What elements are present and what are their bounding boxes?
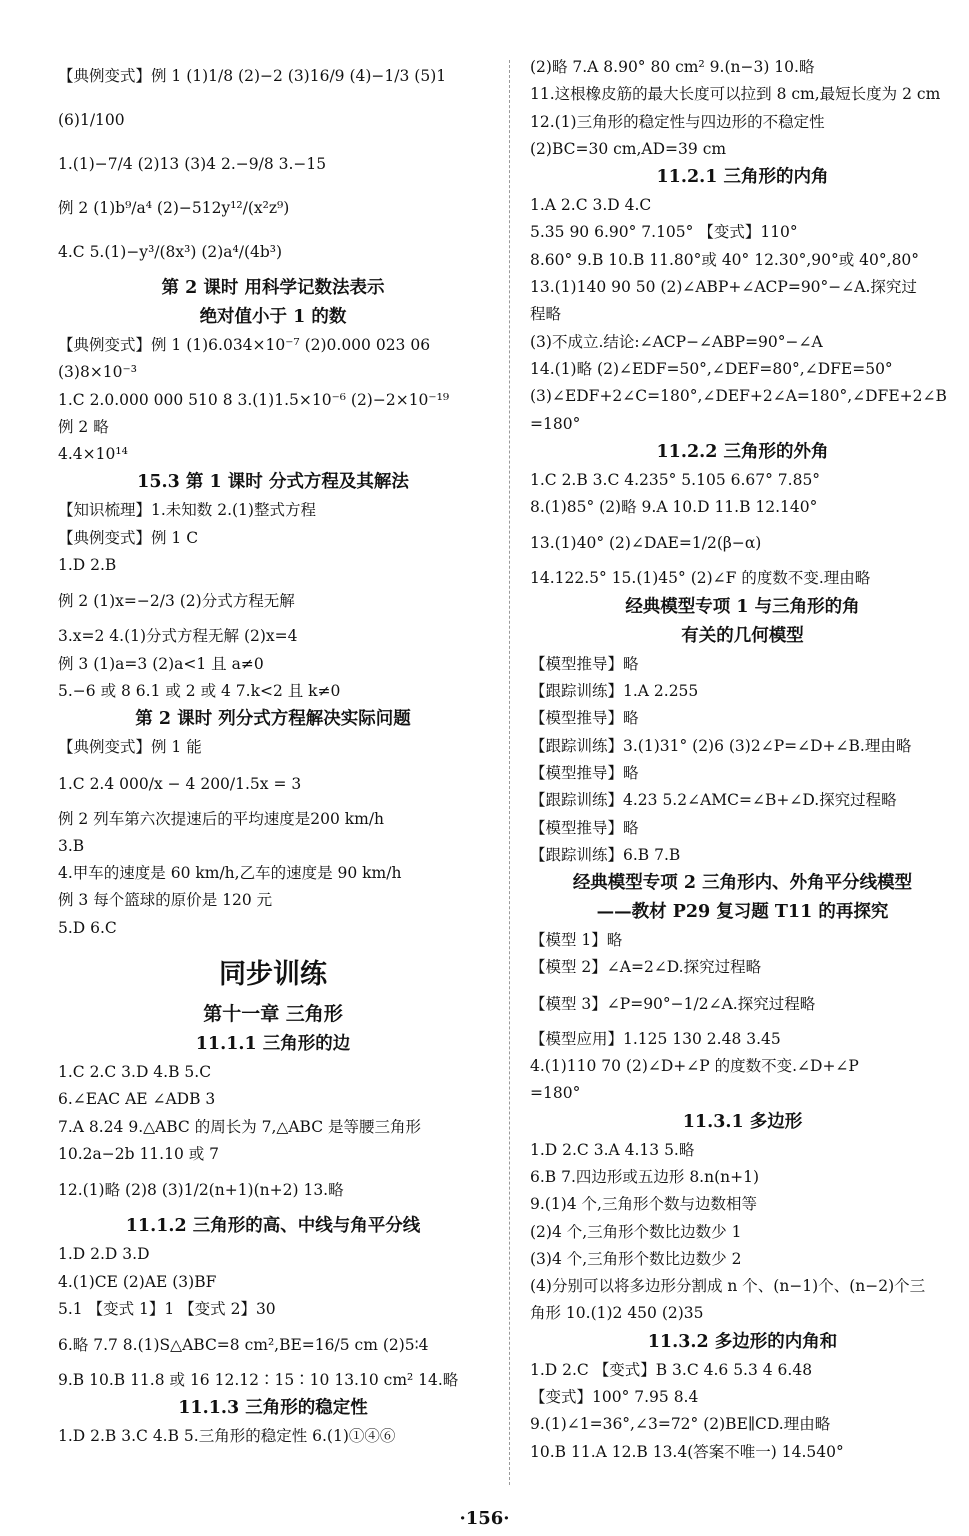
answer-line: 【跟踪训练】3.(1)31° (2)6 (3)2∠P=∠D+∠B.理由略 (530, 736, 912, 755)
answer-line: 1.C 2.4 000/x − 4 200/1.5x = 3 (58, 774, 302, 793)
answer-line: (3)4 个,三角形个数比边数少 2 (530, 1249, 742, 1268)
answer-line: 4.C 5.(1)−y³/(8x³) (2)a⁴/(4b³) (58, 243, 283, 261)
answer-line: 5.1 【变式 1】1 【变式 2】30 (58, 1299, 276, 1318)
answer-line: 14.(1)略 (2)∠EDF=50°,∠DEF=80°,∠DFE=50° (530, 359, 893, 378)
answer-line: 【模型 3】∠P=90°−1/2∠A.探究过程略 (530, 994, 816, 1013)
page-number: ·156· (459, 1508, 510, 1529)
answer-line: (2)BC=30 cm,AD=39 cm (530, 139, 727, 158)
answer-line: (6)1/100 (58, 111, 125, 129)
answer-line: 13.(1)40° (2)∠DAE=1/2(β−α) (530, 534, 762, 553)
answer-line: 5.D 6.C (58, 918, 117, 937)
answer-line: 【模型推导】略 (530, 763, 639, 782)
section-heading: 经典模型专项 2 三角形内、外角平分线模型 (572, 873, 913, 894)
section-heading: 第 2 课时 列分式方程解决实际问题 (135, 709, 411, 730)
answer-line: 【典例变式】例 1 能 (58, 738, 202, 757)
column-divider (509, 60, 510, 1485)
answer-line: 14.122.5° 15.(1)45° (2)∠F 的度数不变.理由略 (530, 569, 871, 588)
section-heading: 第 2 课时 用科学记数法表示 (161, 278, 385, 298)
left-column (58, 54, 488, 1451)
answer-line: 例 2 略 (58, 417, 109, 436)
answer-line: 程略 (530, 305, 562, 324)
section-heading: 绝对值小于 1 的数 (199, 307, 347, 327)
answer-line: 10.B 11.A 12.B 13.4(答案不唯一) 14.540° (530, 1442, 844, 1461)
answer-block (530, 927, 955, 1107)
section-heading: 15.3 第 1 课时 分式方程及其解法 (137, 472, 409, 493)
answer-line: 7.A 8.24 9.△ABC 的周长为 7,△ABC 是等腰三角形 (58, 1117, 422, 1136)
answer-line: 1.D 2.C 【变式】B 3.C 4.6 5.3 4 6.48 (530, 1360, 813, 1379)
answer-line: 【典例变式】例 1 (1)1/8 (2)−2 (3)16/9 (4)−1/3 (5)1 (58, 67, 447, 85)
answer-block (58, 54, 488, 274)
right-column (530, 54, 955, 1466)
answer-line: 6.B 7.四边形或五边形 8.n(n+1) (530, 1167, 760, 1186)
section-heading: 11.1.1 三角形的边 (195, 1034, 351, 1055)
answer-block (58, 1059, 488, 1212)
answer-line: 【模型推导】略 (530, 654, 639, 673)
answer-block (530, 651, 955, 869)
section-heading: 11.3.2 多边形的内角和 (647, 1331, 838, 1352)
answer-line: =180° (530, 414, 581, 433)
answer-line: 【模型应用】1.125 130 2.48 3.45 (530, 1029, 781, 1048)
section-heading: 经典模型专项 1 与三角形的角 (625, 596, 860, 617)
answer-block (530, 54, 955, 163)
answer-line: 【变式】100° 7.95 8.4 (530, 1387, 699, 1406)
answer-line: 角形 10.(1)2 450 (2)35 (530, 1304, 704, 1323)
answer-line: 12.(1)三角形的稳定性与四边形的不稳定性 (530, 112, 825, 131)
answer-block (530, 192, 955, 438)
answer-line: 13.(1)140 90 50 (2)∠ABP+∠ACP=90°−∠A.探究过 (530, 278, 917, 297)
answer-line: 【知识梳理】1.未知数 2.(1)整式方程 (58, 501, 316, 520)
answer-line: 5.−6 或 8 6.1 或 2 或 4 7.k<2 且 k≠0 (58, 681, 341, 700)
answer-line: 【模型 2】∠A=2∠D.探究过程略 (530, 958, 762, 977)
answer-line: 【跟踪训练】6.B 7.B (530, 845, 681, 864)
part-title: 同步训练 (219, 959, 327, 991)
answer-line: 9.(1)∠1=36°,∠3=72° (2)BE∥CD.理由略 (530, 1415, 831, 1434)
section-heading: 11.1.3 三角形的稳定性 (178, 1398, 368, 1419)
answer-line: (4)分别可以将多边形分割成 n 个、(n−1)个、(n−2)个三 (530, 1277, 926, 1296)
answer-line: 4.4×10¹⁴ (58, 445, 128, 464)
answer-block (530, 1357, 955, 1466)
answer-line: 1.C 2.B 3.C 4.235° 5.105 6.67° 7.85° (530, 470, 821, 489)
answer-line: 1.D 2.D 3.D (58, 1245, 150, 1264)
answer-line: 【模型 1】略 (530, 931, 623, 950)
section-subheading: ——教材 P29 复习题 T11 的再探究 (596, 902, 889, 923)
answer-line: 3.x=2 4.(1)分式方程无解 (2)x=4 (58, 627, 298, 646)
answer-line: 例 3 (1)a=3 (2)a<1 且 a≠0 (58, 654, 264, 673)
answer-line: 1.D 2.B 3.C 4.B 5.三角形的稳定性 6.(1)①④⑥ (58, 1427, 396, 1446)
answer-line: 8.60° 9.B 10.B 11.80°或 40° 12.30°,90°或 40°,80° (530, 250, 920, 269)
answer-line: 4.甲车的速度是 60 km/h,乙车的速度是 90 km/h (58, 864, 402, 883)
answer-line: 【模型推导】略 (530, 818, 639, 837)
answer-block (58, 1241, 488, 1394)
answer-line: 例 2 (1)x=−2/3 (2)分式方程无解 (58, 592, 295, 611)
answer-line: 3.B (58, 836, 85, 855)
answer-line: 1.D 2.B (58, 556, 117, 575)
answer-line: 6.∠EAC AE ∠ADB 3 (58, 1090, 216, 1109)
answer-line: (3)∠EDF+2∠C=180°,∠DEF+2∠A=180°,∠DFE+2∠B (530, 387, 947, 406)
answer-line: 1.D 2.C 3.A 4.13 5.略 (530, 1140, 695, 1159)
answer-line: 9.B 10.B 11.8 或 16 12.12∶15∶10 13.10 cm² 14.略 (58, 1371, 459, 1390)
answer-line: (2)略 7.A 8.90° 80 cm² 9.(n−3) 10.略 (530, 58, 815, 76)
answer-line: 10.2a−2b 11.10 或 7 (58, 1144, 220, 1163)
answer-line: 6.略 7.7 8.(1)S△ABC=8 cm²,BE=16/5 cm (2)5∶4 (58, 1336, 429, 1355)
section-heading: 11.1.2 三角形的高、中线与角平分线 (125, 1216, 421, 1237)
answer-line: 例 2 (1)b⁹/a⁴ (2)−512y¹²/(x²z⁹) (58, 199, 290, 217)
section-heading: 11.3.1 多边形 (682, 1111, 803, 1132)
answer-line: 4.(1)110 70 (2)∠D+∠P 的度数不变.∠D+∠P (530, 1057, 859, 1076)
answer-block (58, 332, 488, 468)
answer-line: 5.35 90 6.90° 7.105° 【变式】110° (530, 223, 798, 242)
answer-line: 8.(1)85° (2)略 9.A 10.D 11.B 12.140° (530, 498, 818, 517)
answer-line: 【跟踪训练】1.A 2.255 (530, 682, 699, 701)
answer-line: 1.(1)−7/4 (2)13 (3)4 2.−9/8 3.−15 (58, 155, 327, 173)
answer-line: (3)8×10⁻³ (58, 363, 137, 382)
answer-line: 4.(1)CE (2)AE (3)BF (58, 1272, 217, 1291)
answer-line: 【典例变式】例 1 C (58, 528, 199, 547)
answer-line: 1.C 2.C 3.D 4.B 5.C (58, 1063, 212, 1082)
answer-line: 11.这根橡皮筋的最大长度可以拉到 8 cm,最短长度为 2 cm (530, 85, 941, 104)
answer-line: 例 2 列车第六次提速后的平均速度是200 km/h (58, 809, 385, 828)
answer-block (58, 1423, 488, 1450)
answer-line: 【典例变式】例 1 (1)6.034×10⁻⁷ (2)0.000 023 06 (58, 336, 431, 354)
answer-block (530, 467, 955, 593)
answer-line: 1.C 2.0.000 000 510 8 3.(1)1.5×10⁻⁶ (2)−2×10⁻¹⁹ (58, 390, 450, 409)
answer-line: (2)4 个,三角形个数比边数少 1 (530, 1222, 742, 1241)
answer-line: 例 3 每个篮球的原价是 120 元 (58, 891, 273, 910)
chapter-title: 第十一章 三角形 (203, 1003, 343, 1026)
answer-block (58, 497, 488, 705)
section-heading: 11.2.1 三角形的内角 (656, 167, 829, 188)
section-heading: 有关的几何模型 (681, 625, 804, 646)
answer-block (530, 1137, 955, 1328)
section-heading: 11.2.2 三角形的外角 (656, 441, 829, 462)
answer-line: 【跟踪训练】4.23 5.2∠AMC=∠B+∠D.探究过程略 (530, 791, 897, 810)
answer-block (58, 734, 488, 942)
answer-line: (3)不成立.结论:∠ACP−∠ABP=90°−∠A (530, 332, 823, 351)
answer-line: 【模型推导】略 (530, 709, 639, 728)
answer-line: 12.(1)略 (2)8 (3)1/2(n+1)(n+2) 13.略 (58, 1181, 344, 1200)
answer-line: =180° (530, 1084, 581, 1103)
answer-line: 9.(1)4 个,三角形个数与边数相等 (530, 1195, 757, 1214)
answer-line: 1.A 2.C 3.D 4.C (530, 196, 652, 215)
